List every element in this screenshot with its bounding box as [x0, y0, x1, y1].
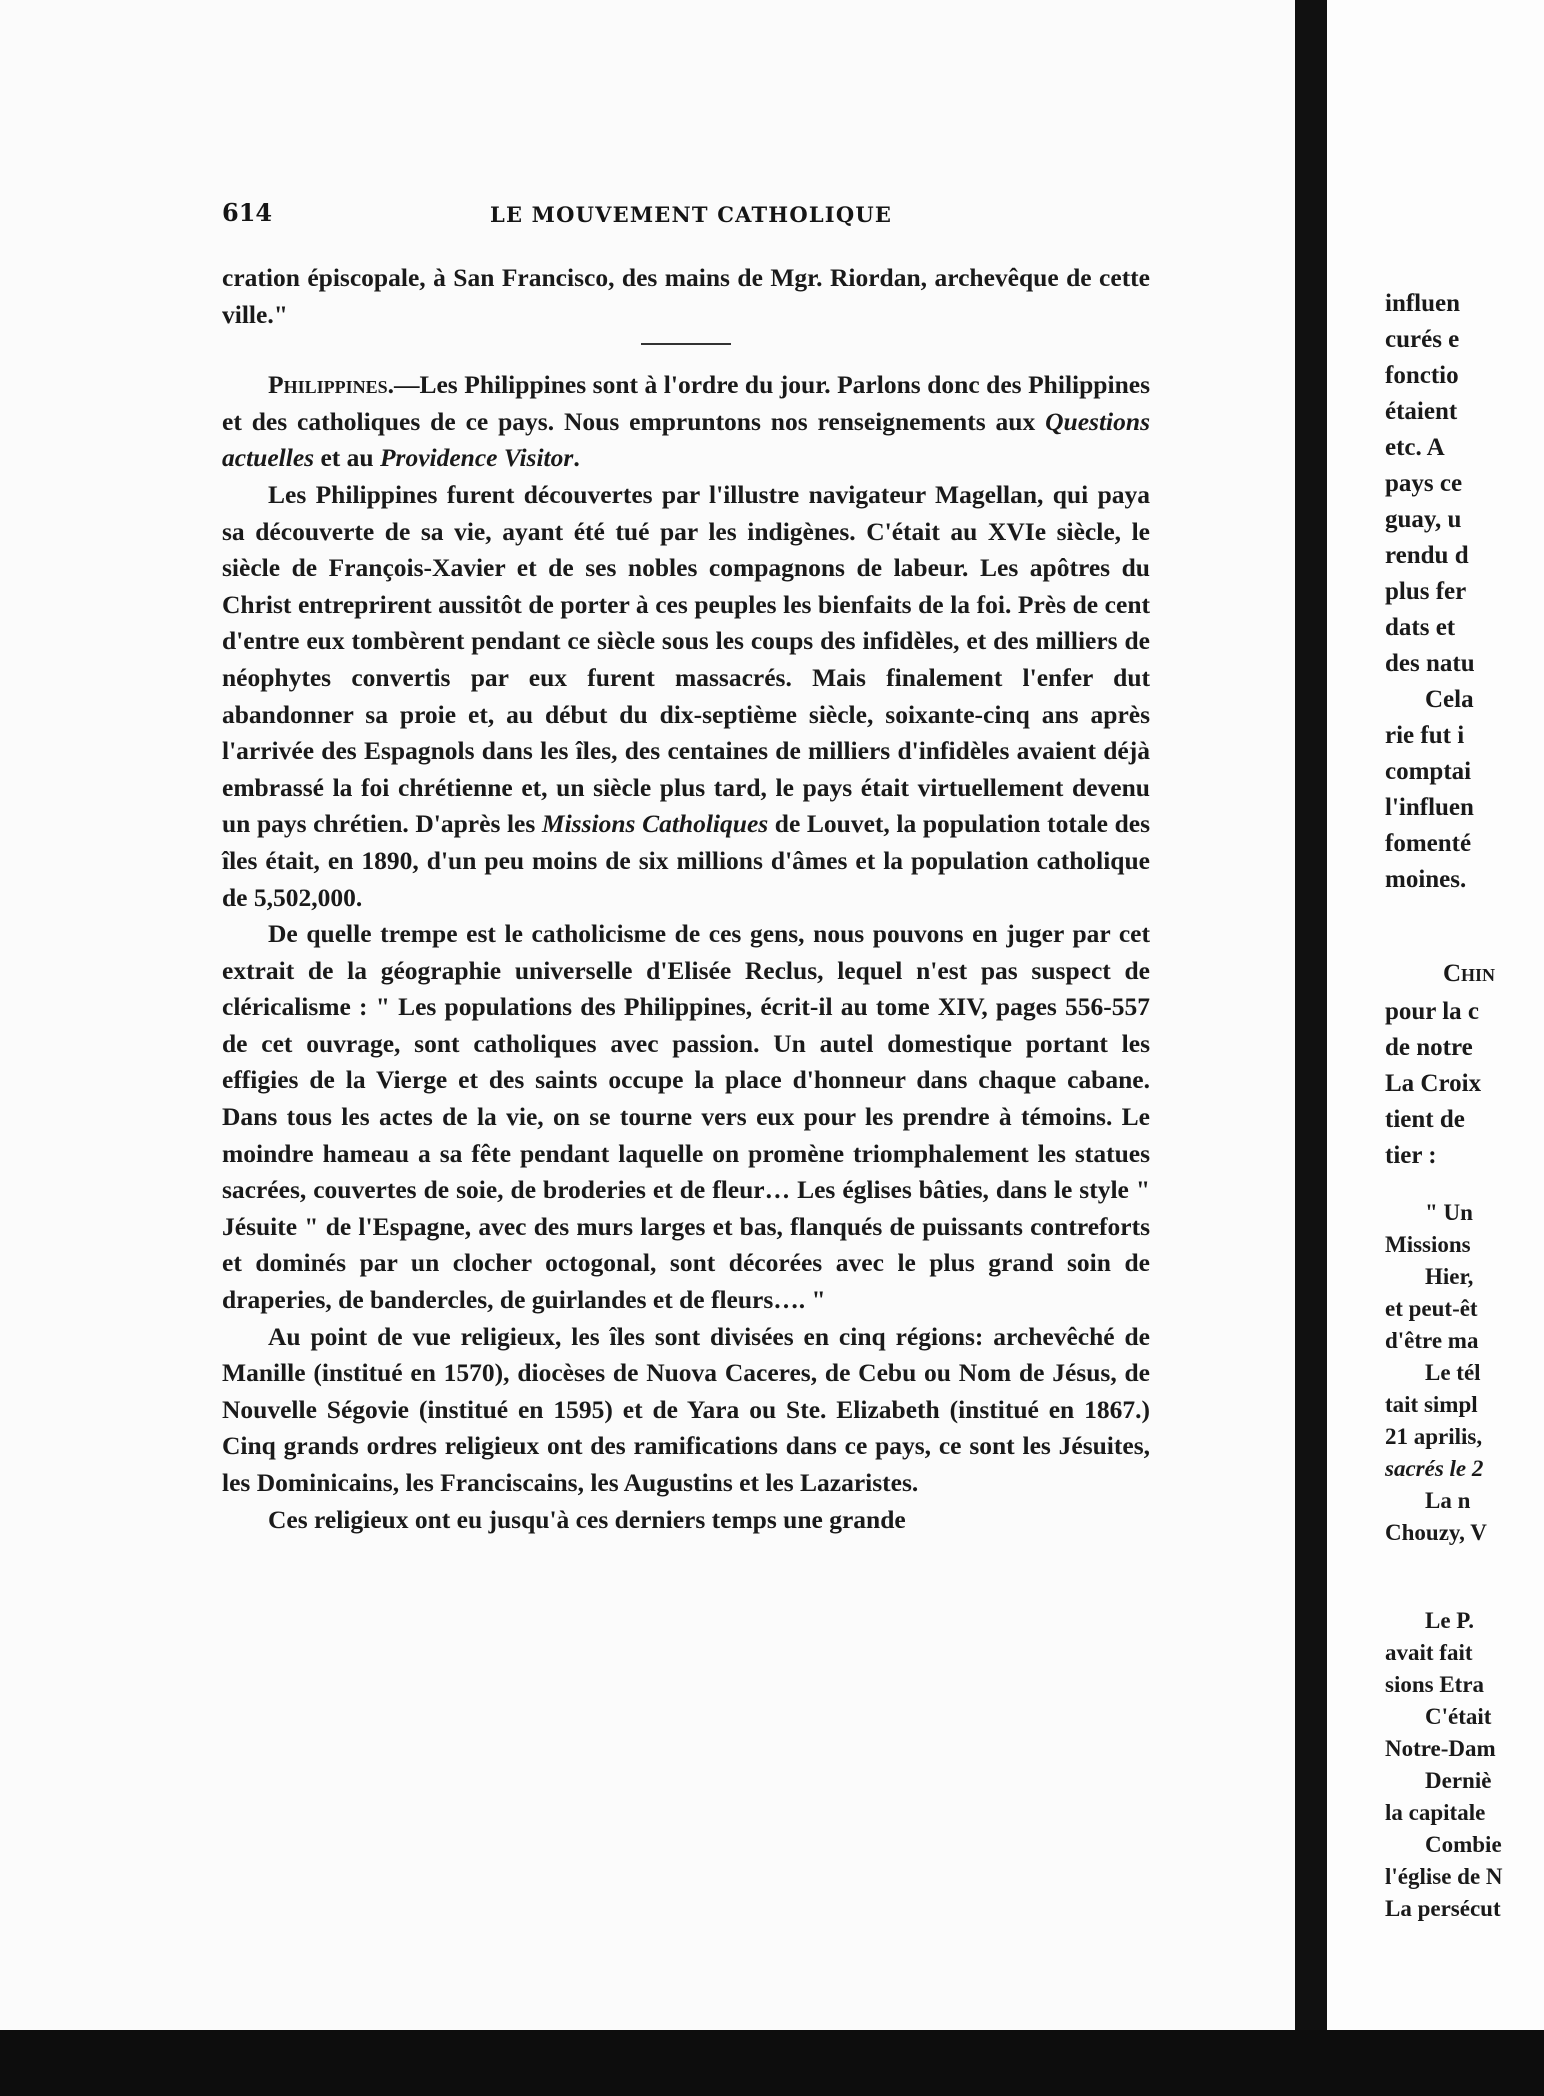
- right-line: Combie: [1425, 1832, 1502, 1857]
- body-text: [222, 260, 1150, 1538]
- right-line: rendu d: [1385, 542, 1469, 569]
- paragraph-1: cration épiscopale, à San Francisco, des mains de Mgr. Riordan, archevêque de cette ville.": [222, 263, 1150, 329]
- right-line: Missions: [1385, 1232, 1471, 1257]
- right-line: dats et: [1385, 614, 1456, 641]
- right-line: Le tél: [1425, 1360, 1481, 1385]
- right-line: etc. A: [1385, 434, 1445, 461]
- right-line: comptai: [1385, 758, 1472, 785]
- right-line: Derniè: [1425, 1768, 1492, 1793]
- right-line: " Un: [1425, 1200, 1473, 1225]
- right-line: tient de: [1385, 1106, 1465, 1133]
- right-line: pays ce: [1385, 470, 1463, 497]
- right-line: tier :: [1385, 1142, 1437, 1169]
- right-line: Notre-Dam: [1385, 1736, 1496, 1761]
- right-line: La Croix: [1385, 1070, 1482, 1097]
- book-gutter: [1295, 0, 1327, 2030]
- paragraph-reclus: De quelle trempe est le catholicisme de ces gens, nous pouvons en juger par cet extrait de la géographie universelle d'Elisée Reclus, lequel n'est pas suspect de cléricalisme : " Les populations des Philippines, écrit-il au tome XIV, pages 556-557 de cet ouvrage, sont catholiques avec passion. Un autel domestique portant les effigies de la Vierge et des saints occupe la place d'honneur dans chaque cabane. Dans tous les actes de la vie, on se tourne vers eux pour les prendre à témoins. Le moindre hameau a sa fête pendant laquelle on promène triomphalement les statues sacrées, couvertes de soie, de broderies et de fleur… Les églises bâties, dans le style " Jésuite " de l'Espagne, avec des murs larges et bas, flanqués de puissants contreforts et dominés par un clocher octogonal, sont décorées avec le plus grand soin de draperies, de bandercles, de guirlandes et de fleurs…. ": [222, 919, 1150, 1315]
- right-line: fomenté: [1385, 830, 1472, 857]
- right-line: avait fait: [1385, 1640, 1473, 1665]
- right-line: d'être ma: [1385, 1328, 1479, 1353]
- right-line: 21 aprilis,: [1385, 1424, 1483, 1449]
- right-line: pour la c: [1385, 998, 1479, 1025]
- right-line: Chouzy, V: [1385, 1520, 1487, 1545]
- right-line: curés e: [1385, 326, 1460, 353]
- right-line: fonctio: [1385, 362, 1459, 389]
- section-divider: [641, 343, 731, 345]
- right-line: moines.: [1385, 866, 1467, 893]
- right-line: Hier,: [1425, 1264, 1474, 1289]
- right-line: tait simpl: [1385, 1392, 1478, 1417]
- right-line: de notre: [1385, 1034, 1473, 1061]
- paragraph-philippines: Philippines.—Les Philippines sont à l'ordre du jour. Parlons donc des Philippines et des catholiques de ce pays. Nous empruntons nos renseignements aux Questions actuelles et au Providence Visitor.: [222, 370, 1150, 473]
- title-questions-actuelles: Questions actuelles: [222, 406, 1150, 473]
- right-line: sions Etra: [1385, 1672, 1485, 1697]
- paragraph-history: Les Philippines furent découvertes par l'illustre navigateur Magellan, qui paya sa découverte de sa vie, ayant été tué par les indigènes. C'était au XVIe siècle, le siècle de François-Xavier et de ses nobles compagnons de labeur. Les apôtres du Christ entreprirent aussitôt de porter à ces peuples les bienfaits de la foi. Près de cent d'entre eux tombèrent pendant ce siècle sous les coups des infidèles, et des milliers de néophytes convertis par eux furent massacrés. Mais finalement l'enfer dut abandonner sa proie et, au début du dix-septième siècle, soixante-cinq ans après l'arrivée des Espagnols dans les îles, des centaines de milliers d'infidèles avaient déjà embrassé la foi chrétienne et, un siècle plus tard, le pays était virtuellement devenu un pays chrétien. D'après les Missions Catholiques de Louvet, la population totale des îles était, en 1890, d'un peu moins de six millions d'âmes et la population catholique de 5,502,000.: [222, 479, 1151, 912]
- right-line: la capitale: [1385, 1800, 1486, 1825]
- paragraph-regions: Au point de vue religieux, les îles sont divisées en cinq régions: archevêché de Manille (institué en 1570), diocèses de Nuova Caceres, de Cebu ou Nom de Jésus, de Nouvelle Ségovie (institué en 1595) et de Yara ou Ste. Elizabeth (institué en 1867.) Cinq grands ordres religieux ont des ramifications dans ce pays, ce sont les Jésuites, les Dominicains, les Franciscains, les Augustins et les Lazaristes.: [222, 1321, 1150, 1497]
- right-line: des natu: [1385, 650, 1475, 677]
- right-line: l'église de N: [1385, 1864, 1503, 1889]
- right-line: rie fut i: [1385, 722, 1465, 749]
- right-line: guay, u: [1385, 506, 1462, 533]
- paragraph-last: Ces religieux ont eu jusqu'à ces derniers temps une grande: [268, 1504, 906, 1534]
- scan-bottom-edge: [0, 2030, 1544, 2096]
- running-head: LE MOUVEMENT CATHOLIQUE: [490, 202, 893, 227]
- right-line: La n: [1425, 1488, 1471, 1513]
- right-line: influen: [1385, 290, 1461, 317]
- page-number: 614: [222, 198, 273, 227]
- title-providence-visitor: Providence Visitor: [379, 443, 574, 473]
- right-line: l'influen: [1385, 794, 1474, 821]
- right-line: sacrés le 2: [1385, 1456, 1484, 1481]
- title-missions-catholiques: Missions Catholiques: [541, 809, 769, 839]
- right-line: C'était: [1425, 1704, 1492, 1729]
- right-line: plus fer: [1385, 578, 1467, 605]
- right-line: étaient: [1385, 398, 1458, 425]
- right-line: Cela: [1425, 686, 1474, 713]
- section-lead: Philippines.: [268, 370, 394, 400]
- right-line: Le P.: [1425, 1608, 1474, 1633]
- right-line: et peut-êt: [1385, 1296, 1478, 1321]
- right-line: La persécut: [1385, 1896, 1501, 1921]
- right-line: Chin: [1443, 960, 1496, 987]
